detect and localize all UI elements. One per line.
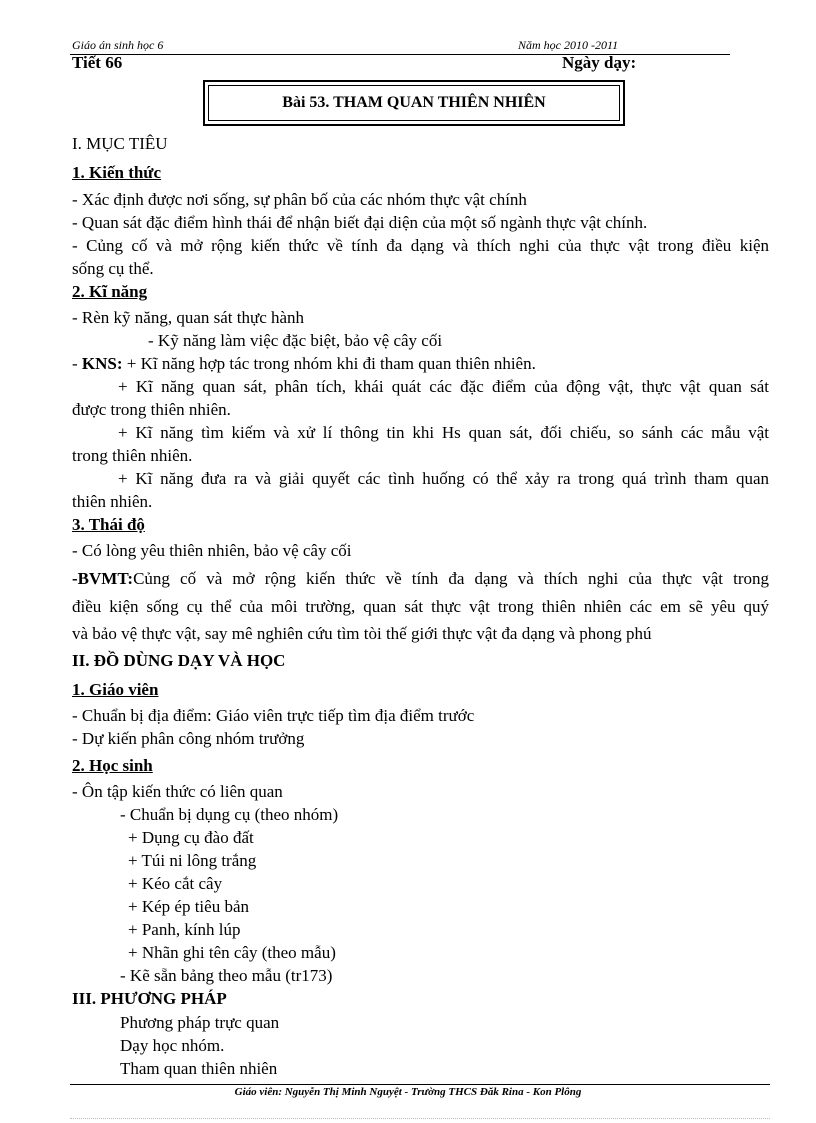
- list-item: + Kéo cắt cây: [128, 874, 223, 893]
- list-item: + Dụng cụ đào đất: [128, 828, 254, 847]
- text-line: + Kĩ năng quan sát, phân tích, khái quát các đặc điểm của động vật, thực vật quan sát: [118, 377, 769, 396]
- list-item: - Kẽ sẵn bảng theo mẫu (tr173): [120, 966, 333, 985]
- text-line: + Kĩ năng tìm kiếm và xử lí thông tin khi Hs quan sát, đối chiếu, so sánh các mẫu vật: [118, 423, 769, 442]
- text-line: sống cụ thể.: [72, 259, 154, 278]
- lesson-title: Bài 53. THAM QUAN THIÊN NHIÊN: [208, 85, 620, 121]
- text-line: - Chuẩn bị dụng cụ (theo nhóm): [120, 805, 339, 824]
- footer-text: Giáo viên: Nguyễn Thị Minh Nguyệt - Trường THCS Đăk Rina - Kon Plông: [234, 1086, 582, 1098]
- text-line: - Kỹ năng làm việc đặc biệt, bảo vệ cây cối: [148, 331, 443, 350]
- section-heading: II. ĐỒ DÙNG DẠY VÀ HỌC: [72, 651, 286, 670]
- text-line: [72, 354, 536, 374]
- text-line: và bảo vệ thực vật, say mê nghiên cứu tìm tòi thế giới thực vật đa dạng và phong phú: [72, 624, 652, 643]
- section-heading: I. MỤC TIÊU: [72, 134, 168, 153]
- text-line: điều kiện sống cụ thể của môi trường, quan sát thực vật trong thiên nhiên các em sẽ yêu quý: [72, 597, 769, 616]
- text-line: - Có lòng yêu thiên nhiên, bảo vệ cây cối: [72, 541, 352, 560]
- text-line: - Chuẩn bị địa điểm: Giáo viên trực tiếp tìm địa điểm trước: [72, 706, 475, 725]
- text-line: [72, 569, 769, 589]
- list-item: + Kép ép tiêu bản: [128, 897, 249, 916]
- list-item: + Nhãn ghi tên cây (theo mẫu): [128, 943, 336, 962]
- header-right: Năm học 2010 -2011: [518, 38, 619, 52]
- subsection-heading: 2. Học sinh: [72, 756, 153, 775]
- bvmt-text: Củng cố và mở rộng kiến thức về tính đa dạng và thích nghi của thực vật trong: [133, 569, 769, 588]
- text-line: trong thiên nhiên.: [72, 446, 193, 465]
- subsection-heading: 1. Kiến thức: [72, 163, 162, 182]
- text-line: Dạy học nhóm.: [120, 1036, 225, 1055]
- date-label: Ngày dạy:: [562, 53, 637, 72]
- text-line: - Củng cố và mở rộng kiến thức về tính đa dạng và thích nghi của thực vật trong điều kiện: [72, 236, 769, 255]
- section-heading: III. PHƯƠNG PHÁP: [72, 989, 227, 1008]
- text-line: - Quan sát đặc điểm hình thái để nhận biết đại diện của một số ngành thực vật chính.: [72, 213, 648, 232]
- footer-rule: [70, 1084, 770, 1085]
- subsection-heading: 3. Thái độ: [72, 515, 145, 534]
- subsection-heading: 1. Giáo viên: [72, 680, 159, 699]
- list-item: + Panh, kính lúp: [128, 920, 241, 939]
- text-line: Phương pháp trực quan: [120, 1013, 280, 1032]
- dash: -: [72, 354, 82, 373]
- text-line: - Ôn tập kiến thức có liên quan: [72, 782, 283, 801]
- bvmt-label: -BVMT:: [72, 569, 134, 588]
- text-line: - Rèn kỹ năng, quan sát thực hành: [72, 308, 305, 327]
- kns-label: KNS:: [81, 354, 123, 373]
- bottom-dotted-rule: [70, 1118, 770, 1119]
- text-line: - Dự kiến phân công nhóm trưởng: [72, 729, 305, 748]
- title-box: [203, 80, 625, 126]
- text-line: + Kĩ năng đưa ra và giải quyết các tình huống có thể xảy ra trong quá trình tham quan: [118, 469, 769, 488]
- text-line: thiên nhiên.: [72, 492, 153, 511]
- kns-text: + Kĩ năng hợp tác trong nhóm khi đi tham quan thiên nhiên.: [122, 354, 536, 373]
- text-line: được trong thiên nhiên.: [72, 400, 231, 419]
- text-line: - Xác định được nơi sống, sự phân bố của các nhóm thực vật chính: [72, 190, 527, 209]
- header-left: Giáo án sinh học 6: [72, 38, 164, 52]
- subsection-heading: 2. Kĩ năng: [72, 282, 148, 301]
- text-line: Tham quan thiên nhiên: [120, 1059, 278, 1078]
- list-item: + Túi ni lông trắng: [128, 851, 257, 870]
- lesson-number: Tiết 66: [72, 53, 123, 72]
